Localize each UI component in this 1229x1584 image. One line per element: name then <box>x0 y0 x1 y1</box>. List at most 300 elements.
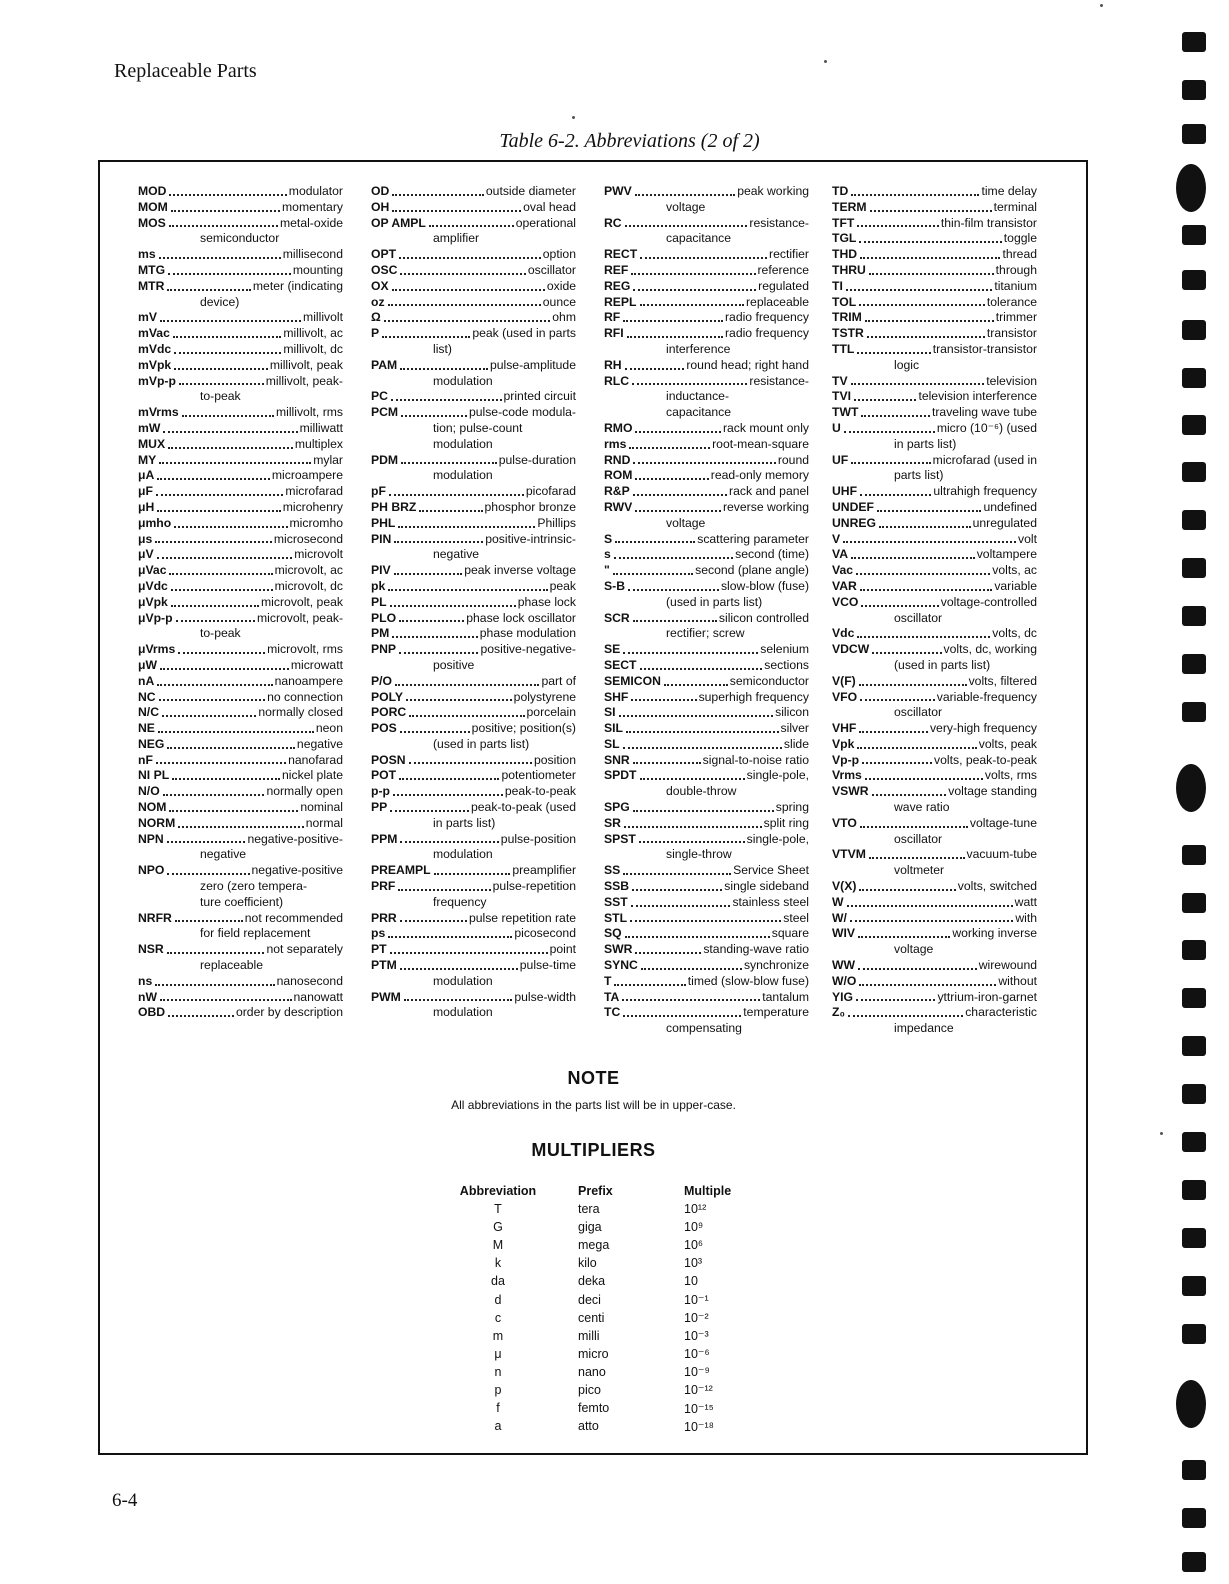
abbreviation-term: TWT <box>832 405 859 420</box>
multiplier-prefix: pico <box>578 1382 601 1397</box>
abbreviation-definition: volts, switched <box>957 879 1037 894</box>
dot-leader <box>632 383 747 385</box>
abbreviation-entry <box>371 563 576 579</box>
dot-leader <box>860 826 968 828</box>
abbreviation-entry <box>604 816 809 832</box>
abbreviation-entry <box>604 358 809 374</box>
multiplier-prefix: femto <box>578 1401 610 1416</box>
dot-leader <box>400 841 498 843</box>
dot-leader <box>851 194 979 196</box>
dot-leader <box>167 841 246 843</box>
dot-leader <box>171 210 280 212</box>
abbreviation-definition: rack mount only <box>722 420 809 435</box>
definition-continuation: device) <box>200 294 240 309</box>
abbreviation-definition: microvolt, peak <box>261 594 343 609</box>
dot-leader <box>857 636 990 638</box>
abbreviation-definition: microvolt, rms <box>267 642 343 657</box>
registration-mark <box>1182 1460 1206 1480</box>
dot-leader <box>865 320 994 322</box>
dot-leader <box>162 715 256 717</box>
abbreviation-entry <box>832 753 1037 769</box>
dot-leader <box>614 557 733 559</box>
abbreviation-term: UHF <box>832 484 858 499</box>
abbreviation-definition: transistor <box>986 326 1037 341</box>
definition-continuation: (used in parts list) <box>894 657 991 672</box>
abbreviation-entry <box>832 595 1037 611</box>
abbreviation-definition: microwatt <box>290 657 343 672</box>
abbreviation-term: YIG <box>832 989 853 1004</box>
definition-continuation: voltage <box>666 199 706 214</box>
abbreviation-entry <box>371 832 576 848</box>
abbreviation-term: TERM <box>832 199 867 214</box>
abbreviation-definition: pulse-repetition <box>492 879 576 894</box>
abbreviation-definition: pulse-position <box>500 831 576 846</box>
abbreviation-definition: replaceable <box>745 294 809 309</box>
abbreviation-entry <box>138 200 343 216</box>
dot-leader <box>859 304 985 306</box>
abbreviation-term: UF <box>832 452 849 467</box>
abbreviation-definition: part of <box>541 673 576 688</box>
abbreviation-term: S-B <box>604 578 625 593</box>
abbreviation-entry <box>371 942 576 958</box>
abbreviation-definition: picofarad <box>525 484 576 499</box>
abbreviation-definition: thin-film transistor <box>940 215 1037 230</box>
dot-leader <box>169 194 286 196</box>
abbreviation-entry <box>371 326 576 342</box>
dot-leader <box>862 762 932 764</box>
abbreviation-definition: volts, peak-to-peak <box>934 752 1037 767</box>
abbreviation-entry <box>138 263 343 279</box>
abbreviation-entry <box>832 247 1037 263</box>
abbreviation-term: MOS <box>138 215 166 230</box>
abbreviation-entry <box>371 642 576 658</box>
abbreviation-definition: oscillator <box>527 262 576 277</box>
dot-leader <box>167 289 251 291</box>
abbreviation-definition: pulse-amplitude <box>489 357 576 372</box>
abbreviation-entry <box>138 737 343 753</box>
abbreviation-entry <box>832 926 1037 942</box>
abbreviation-term: MTG <box>138 262 166 277</box>
abbreviation-entry <box>832 231 1037 247</box>
definition-continuation: interference <box>666 341 731 356</box>
dot-leader <box>631 905 731 907</box>
registration-mark <box>1182 1036 1206 1056</box>
abbreviation-definition: Service Sheet <box>733 863 809 878</box>
dot-leader <box>623 747 782 749</box>
multiplier-abbreviation: d <box>494 1292 502 1307</box>
abbreviation-entry <box>138 421 343 437</box>
abbreviation-entry <box>832 500 1037 516</box>
abbreviation-term: N/O <box>138 784 160 799</box>
abbreviation-definition: pulse-time <box>519 958 576 973</box>
abbreviation-definition: normally open <box>266 784 343 799</box>
dot-leader <box>404 999 513 1001</box>
abbreviation-term: STL <box>604 910 628 925</box>
abbreviation-entry <box>371 279 576 295</box>
abbreviation-term: pF <box>371 484 386 499</box>
dot-leader <box>168 1015 234 1017</box>
abbreviation-term: ROM <box>604 468 633 483</box>
multiplier-row <box>428 1218 764 1236</box>
dot-leader <box>850 920 1013 922</box>
abbreviation-definition: undefined <box>983 499 1037 514</box>
dot-leader <box>859 984 996 986</box>
dot-leader <box>401 462 497 464</box>
abbreviation-term: ms <box>138 247 156 262</box>
definition-continuation: semiconductor <box>200 231 280 246</box>
abbreviation-term: mV <box>138 310 157 325</box>
dot-leader <box>163 794 265 796</box>
dot-leader <box>641 968 742 970</box>
multiplier-multiple: 10¹² <box>684 1202 707 1217</box>
abbreviation-entry <box>832 389 1037 405</box>
abbreviation-term: VTO <box>832 815 857 830</box>
abbreviation-definition: split ring <box>763 815 809 830</box>
abbreviation-entry <box>604 247 809 263</box>
dot-leader <box>869 273 994 275</box>
abbreviation-definition: slide <box>783 736 809 751</box>
abbreviation-definition: silicon controlled <box>718 610 809 625</box>
abbreviation-entry <box>138 468 343 484</box>
abbreviation-entry <box>138 768 343 784</box>
abbreviation-columns <box>138 184 1038 1044</box>
abbreviation-entry <box>604 611 809 627</box>
abbreviation-entry <box>138 990 343 1006</box>
abbreviation-definition: volts, ac <box>992 563 1037 578</box>
multiplier-prefix: deka <box>578 1274 606 1289</box>
dot-leader <box>664 684 728 686</box>
abbreviation-term: THD <box>832 247 858 262</box>
dot-leader <box>167 747 295 749</box>
binder-hole-mark <box>1176 164 1206 212</box>
abbreviation-entry <box>138 405 343 421</box>
dot-leader <box>168 447 293 449</box>
abbreviation-term: Ω <box>371 310 381 325</box>
dot-leader <box>400 731 470 733</box>
abbreviation-term: P/O <box>371 673 392 688</box>
dot-leader <box>388 589 547 591</box>
abbreviation-term: VDCW <box>832 642 870 657</box>
abbreviation-term: MOM <box>138 199 168 214</box>
dot-leader <box>632 889 722 891</box>
abbreviation-term: NC <box>138 689 156 704</box>
abbreviation-definition: nanofarad <box>288 752 343 767</box>
dot-leader <box>394 573 463 575</box>
abbreviation-definition: terminal <box>993 199 1037 214</box>
abbreviation-definition: neon <box>315 721 343 736</box>
abbreviation-term: p-p <box>371 784 390 799</box>
multiplier-abbreviation: da <box>491 1274 505 1289</box>
abbreviation-definition: single-pole, <box>746 831 809 846</box>
abbreviation-definition: millivolt, ac <box>283 326 343 341</box>
abbreviation-entry <box>832 200 1037 216</box>
definition-continuation: list) <box>433 341 452 356</box>
dot-leader <box>157 510 280 512</box>
multiplier-multiple: 10⁻⁶ <box>684 1347 710 1362</box>
dot-leader <box>182 415 274 417</box>
definition-continuation: modulation <box>433 373 493 388</box>
abbreviation-entry <box>371 800 576 816</box>
dot-leader <box>846 289 992 291</box>
abbreviation-term: W/O <box>832 973 857 988</box>
dot-leader <box>633 494 727 496</box>
definition-continuation: rectifier; screw <box>666 626 745 641</box>
dot-leader <box>169 573 272 575</box>
page-number: 6-4 <box>112 1490 138 1511</box>
dot-leader <box>398 526 535 528</box>
definition-continuation: modulation <box>433 468 493 483</box>
definition-continuation: negative <box>200 847 247 862</box>
dot-leader <box>155 984 274 986</box>
abbreviation-definition: trimmer <box>995 310 1037 325</box>
abbreviation-definition: voltage-controlled <box>940 594 1037 609</box>
abbreviation-entry <box>138 1005 343 1021</box>
dot-leader <box>160 668 289 670</box>
registration-mark <box>1182 845 1206 865</box>
multiplier-multiple: 10⁻⁹ <box>684 1365 710 1380</box>
dot-leader <box>631 273 755 275</box>
registration-mark <box>1182 988 1206 1008</box>
abbreviation-definition: characteristic <box>965 1005 1037 1020</box>
definition-continuation: capacitance <box>666 405 732 420</box>
abbreviation-term: OBD <box>138 1005 166 1020</box>
dot-leader <box>160 320 301 322</box>
dot-leader <box>395 684 539 686</box>
dot-leader <box>176 620 255 622</box>
definition-continuation: voltage <box>894 942 934 957</box>
dot-leader <box>628 589 719 591</box>
registration-mark <box>1182 893 1206 913</box>
multiplier-prefix: milli <box>578 1328 600 1343</box>
abbreviation-definition: semiconductor <box>729 673 809 688</box>
abbreviation-definition: no connection <box>267 689 343 704</box>
multiplier-abbreviation: M <box>492 1238 504 1253</box>
abbreviation-entry <box>371 295 576 311</box>
multiplier-row <box>428 1236 764 1254</box>
abbreviation-term: PP <box>371 800 388 815</box>
abbreviation-term: NPN <box>138 831 164 846</box>
registration-mark <box>1182 1324 1206 1344</box>
abbreviation-term: μA <box>138 468 155 483</box>
registration-mark <box>1182 940 1206 960</box>
dot-leader <box>158 731 314 733</box>
registration-mark <box>1182 415 1206 435</box>
abbreviation-term: V(X) <box>832 879 857 894</box>
dot-leader <box>865 778 983 780</box>
abbreviation-definition: position <box>533 752 576 767</box>
dot-leader <box>400 920 467 922</box>
abbreviation-entry <box>138 437 343 453</box>
abbreviation-entry <box>138 816 343 832</box>
abbreviation-entry <box>604 532 809 548</box>
abbreviation-definition: negative-positive <box>251 863 343 878</box>
abbreviation-definition: spring <box>775 800 809 815</box>
abbreviation-definition: multiplex <box>294 436 343 451</box>
abbreviation-entry <box>832 879 1037 895</box>
definition-continuation: oscillator <box>894 831 943 846</box>
abbreviation-entry <box>604 437 809 453</box>
abbreviation-definition: microvolt, dc <box>274 578 343 593</box>
multiplier-row <box>428 1272 764 1290</box>
abbreviation-entry <box>138 453 343 469</box>
abbreviation-definition: nominal <box>300 800 343 815</box>
abbreviation-entry <box>371 911 576 927</box>
abbreviation-entry <box>371 389 576 405</box>
abbreviation-definition: phosphor bronze <box>484 499 576 514</box>
abbreviation-definition: mylar <box>313 452 343 467</box>
dot-leader <box>635 510 721 512</box>
abbreviation-definition: potentiometer <box>501 768 576 783</box>
abbreviation-term: MOD <box>138 184 167 198</box>
dot-leader <box>392 289 545 291</box>
abbreviation-term: NI PL <box>138 768 170 783</box>
abbreviation-term: OD <box>371 184 390 198</box>
abbreviation-term: OH <box>371 199 390 214</box>
abbreviation-entry <box>371 263 576 279</box>
abbreviation-term: W <box>832 894 844 909</box>
abbreviation-entry <box>832 547 1037 563</box>
multiplier-abbreviation: f <box>496 1401 500 1416</box>
abbreviation-definition: phase lock <box>517 594 576 609</box>
definition-continuation: oscillator <box>894 705 943 720</box>
definition-continuation: positive <box>433 657 475 672</box>
abbreviation-definition: not recommended <box>244 910 343 925</box>
abbreviation-entry <box>604 721 809 737</box>
registration-mark <box>1182 1276 1206 1296</box>
dot-leader <box>622 999 760 1001</box>
abbreviation-entry <box>832 911 1037 927</box>
abbreviation-entry <box>371 310 576 326</box>
abbreviation-term: Vp-p <box>832 752 860 767</box>
registration-mark <box>1182 462 1206 482</box>
dot-leader <box>633 620 717 622</box>
abbreviation-definition: rack and panel <box>729 484 809 499</box>
abbreviation-term: Vdc <box>832 626 855 641</box>
note-title: NOTE <box>567 1068 620 1088</box>
dot-leader <box>633 762 701 764</box>
definition-continuation: single-throw <box>666 847 732 862</box>
dot-leader <box>625 368 685 370</box>
dot-leader <box>159 462 311 464</box>
dot-leader <box>175 920 243 922</box>
abbreviation-entry <box>832 516 1037 532</box>
definition-continuation: compensating <box>666 1021 742 1036</box>
header-prefix: Prefix <box>578 1184 613 1198</box>
abbreviation-definition: normal <box>305 815 343 830</box>
abbreviation-entry <box>832 484 1037 500</box>
multiplier-multiple: 10⁻¹⁸ <box>684 1419 714 1434</box>
table-title: Table 6-2. Abbreviations (2 of 2) <box>499 130 760 152</box>
dot-leader <box>399 257 541 259</box>
abbreviation-term: SPG <box>604 800 630 815</box>
registration-mark <box>1182 1228 1206 1248</box>
abbreviation-term: μW <box>138 657 157 672</box>
abbreviation-entry <box>604 295 809 311</box>
multipliers-header-row <box>428 1182 764 1200</box>
abbreviation-term: OPT <box>371 247 397 262</box>
abbreviation-term: MY <box>138 452 157 467</box>
dot-leader <box>398 889 490 891</box>
dot-leader <box>392 210 521 212</box>
abbreviation-term: SST <box>604 894 628 909</box>
abbreviation-term: PAM <box>371 357 398 372</box>
abbreviation-definition: momentary <box>282 199 343 214</box>
abbreviation-definition: positive-negative- <box>480 642 576 657</box>
abbreviation-definition: point <box>549 942 576 957</box>
abbreviation-column-2 <box>371 184 576 1021</box>
dot-leader <box>434 873 511 875</box>
abbreviation-term: NE <box>138 721 155 736</box>
definition-continuation: amplifier <box>433 231 480 246</box>
definition-continuation: wave ratio <box>894 800 950 815</box>
dot-leader <box>623 873 731 875</box>
abbreviation-term: μH <box>138 499 155 514</box>
abbreviation-term: NRFR <box>138 910 172 925</box>
abbreviation-entry <box>604 310 809 326</box>
scan-speck <box>1100 4 1103 7</box>
abbreviation-term: mVpk <box>138 357 172 372</box>
multiplier-abbreviation: G <box>493 1220 503 1235</box>
dot-leader <box>390 605 516 607</box>
binder-hole-mark <box>1176 764 1206 812</box>
abbreviation-definition: millivolt, rms <box>275 405 343 420</box>
section-header: Replaceable Parts <box>114 60 257 82</box>
abbreviation-term: PDM <box>371 452 399 467</box>
abbreviation-term: μF <box>138 484 153 499</box>
abbreviation-term: TGL <box>832 231 857 246</box>
abbreviation-entry <box>371 484 576 500</box>
abbreviation-term: TRIM <box>832 310 862 325</box>
abbreviation-entry <box>604 547 809 563</box>
abbreviation-term: ps <box>371 926 386 941</box>
dot-leader <box>382 336 470 338</box>
abbreviation-definition: peak working <box>737 184 809 198</box>
abbreviation-definition: television interference <box>918 389 1037 404</box>
dot-leader <box>392 194 484 196</box>
abbreviation-definition: peak (used in parts <box>472 326 576 341</box>
abbreviation-entry <box>604 642 809 658</box>
abbreviation-entry <box>138 800 343 816</box>
abbreviation-column-3 <box>604 184 809 1037</box>
abbreviation-term: pk <box>371 578 386 593</box>
abbreviation-term: RC <box>604 215 622 230</box>
abbreviation-term: REPL <box>604 294 637 309</box>
abbreviation-entry <box>371 879 576 895</box>
multiplier-prefix: tera <box>578 1202 600 1217</box>
abbreviation-term: μVrms <box>138 642 176 657</box>
abbreviation-term: R&P <box>604 484 630 499</box>
dot-leader <box>860 699 935 701</box>
registration-mark <box>1182 80 1206 100</box>
abbreviation-term: PCM <box>371 405 399 420</box>
abbreviation-definition: vacuum-tube <box>966 847 1037 862</box>
definition-continuation: modulation <box>433 847 493 862</box>
abbreviation-definition: meter (indicating <box>252 278 343 293</box>
abbreviation-definition: variable <box>994 578 1037 593</box>
abbreviation-term: SHF <box>604 689 629 704</box>
abbreviation-term: NSR <box>138 942 164 957</box>
abbreviation-entry <box>371 247 576 263</box>
multiplier-abbreviation: a <box>494 1419 502 1434</box>
multiplier-prefix: giga <box>578 1220 602 1235</box>
abbreviation-term: UNDEF <box>832 499 874 514</box>
abbreviation-entry <box>138 753 343 769</box>
abbreviation-definition: wirewound <box>978 958 1037 973</box>
abbreviation-entry <box>604 216 809 232</box>
abbreviation-entry <box>832 768 1037 784</box>
multiplier-abbreviation: p <box>494 1382 502 1397</box>
abbreviation-term: RND <box>604 452 631 467</box>
